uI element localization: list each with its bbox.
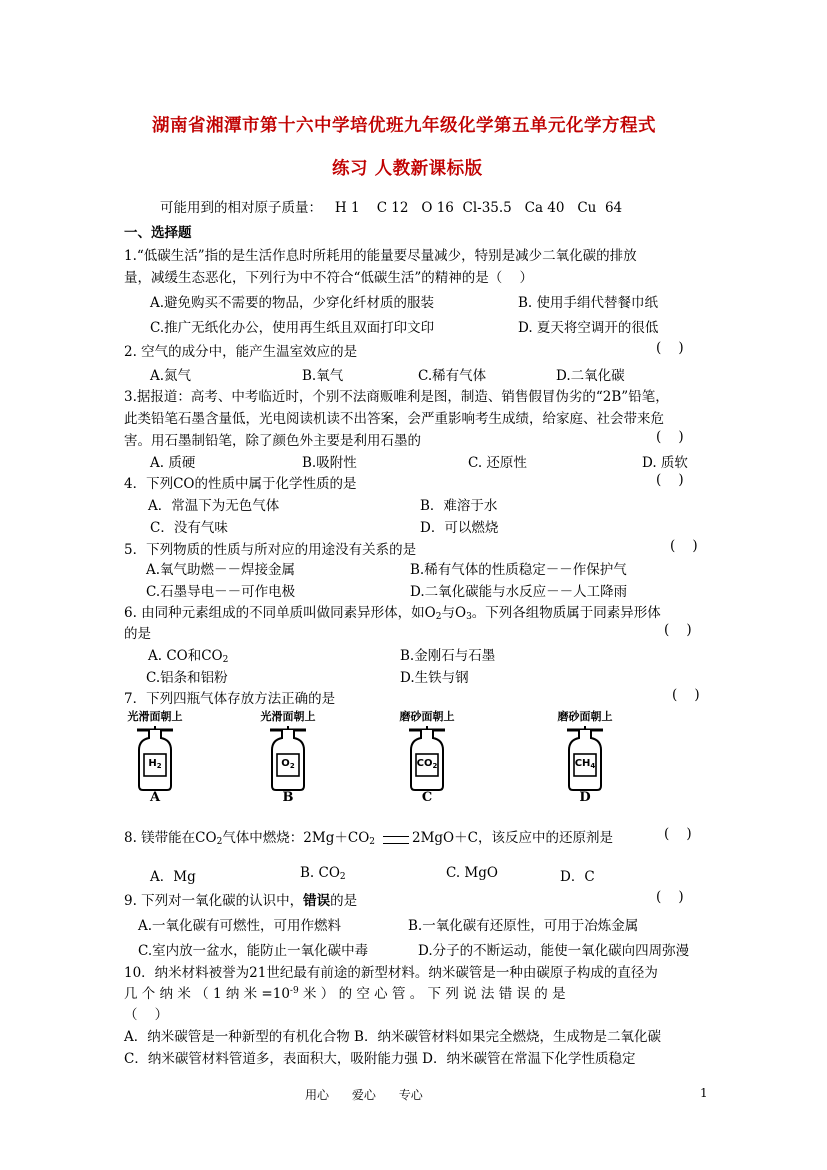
page-title-line1: 湖南省湘潭市第十六中学培优班九年级化学第五单元化学方程式 xyxy=(152,116,656,136)
q7-stem: 7．下列四瓶气体存放方法正确的是 xyxy=(124,691,336,707)
q6-option-c: C.铝条和铝粉 xyxy=(146,670,228,686)
q3-option-a: A. 质硬 xyxy=(150,455,196,471)
q8-answer-paren: ( ) xyxy=(664,826,692,842)
q8-stem-pre: 8. 镁带能在CO xyxy=(124,830,217,846)
q9-option-d: D.分子的不断运动，能使一氧化碳向四周弥漫 xyxy=(418,943,690,959)
q3-option-b: B.吸附性 xyxy=(302,455,357,471)
q1-stem-line1: 1.“低碳生活”指的是生活作息时所耗用的能量要尽量减少，特别是减少二氧化碳的排放 xyxy=(124,248,637,264)
q5-option-c: C.石墨导电－－可作电极 xyxy=(146,584,296,600)
q8-stem-post: 2MgO＋C，该反应中的还原剂是 xyxy=(412,830,613,846)
q8-stem xyxy=(124,826,613,847)
q8-co2-subscript: 2 xyxy=(216,837,223,847)
q9-option-c: C.室内放一盆水，能防止一氧化碳中毒 xyxy=(138,943,369,959)
q3-answer-paren: ( ) xyxy=(656,429,684,445)
page-footer-motto: 用心 爱心 专心 xyxy=(305,1088,423,1102)
q1-option-b: B. 使用手绢代替餐巾纸 xyxy=(518,295,659,311)
bottle-orientation-label: 光滑面朝上 xyxy=(260,710,316,723)
q4-option-d: D．可以燃烧 xyxy=(420,520,499,536)
bottle-orientation-label: 磨砂面朝上 xyxy=(557,710,613,723)
bottle-option-letter: C xyxy=(421,790,433,805)
q8-stem-mid: 气体中燃烧：2Mg＋CO xyxy=(222,830,370,846)
q6-o2-subscript: 2 xyxy=(435,612,442,622)
q9-answer-paren: ( ) xyxy=(656,889,684,905)
q6-option-b: B.金刚石与石墨 xyxy=(400,648,496,664)
q3-stem-line1: 3.据报道：高考、中考临近时，个别不法商贩唯利是图，制造、销售假冒伪劣的“2B”铅笔， xyxy=(124,389,669,405)
q7-answer-paren: ( ) xyxy=(672,687,700,703)
q10-exponent: -9 xyxy=(289,986,299,996)
q3-option-c: C. 还原性 xyxy=(468,455,527,471)
q10-options-cd: C．纳米碳管材料管道多，表面积大，吸附能力强 D．纳米碳管在常温下化学性质稳定 xyxy=(124,1051,636,1067)
bottle-orientation-label: 磨砂面朝上 xyxy=(399,710,455,723)
q9-stem-post: 的是 xyxy=(330,893,358,909)
page-number: 1 xyxy=(700,1086,708,1100)
q6-o3-subscript: 3 xyxy=(466,612,472,622)
atomic-mass-line: 可能用到的相对原子质量： H 1 C 12 O 16 Cl-35.5 Ca 40 Cu 64 xyxy=(160,200,623,216)
gas-bottle-b xyxy=(248,708,328,808)
q9-stem-pre: 9. 下列对一氧化碳的认识中， xyxy=(124,893,304,909)
q1-option-d: D. 夏天将空调开的很低 xyxy=(518,320,659,336)
q2-option-b: B.氧气 xyxy=(302,368,344,384)
bottle-gas-formula: $H_2$ xyxy=(148,758,162,770)
q6-stem-line2: 的是 xyxy=(124,626,151,642)
q9-stem-emphasis: 错误 xyxy=(303,893,331,909)
q9-stem xyxy=(124,889,357,909)
gas-bottle-d xyxy=(545,708,625,808)
q9-option-a: A.一氧化碳有可燃性，可用作燃料 xyxy=(138,918,342,934)
q8-equals-sign xyxy=(383,836,409,844)
q6-option-a xyxy=(148,644,228,665)
q5-option-b: B.稀有气体的性质稳定－－作保护气 xyxy=(410,562,627,578)
q3-stem-line3: 害。用石墨制铅笔，除了颜色外主要是利用石墨的 xyxy=(124,433,421,449)
q8-option-b xyxy=(300,865,346,882)
q9-option-b: B.一氧化碳有还原性，可用于冶炼金属 xyxy=(408,918,639,934)
q4-option-c: C．没有气味 xyxy=(150,520,228,536)
bottle-option-letter: B xyxy=(282,790,294,805)
q3-option-d: D. 质软 xyxy=(642,455,688,471)
q6-stem-mid: 与O xyxy=(441,605,467,621)
q1-option-c: C.推广无纸化办公，使用再生纸且双面打印文印 xyxy=(150,320,435,336)
q4-stem: 4．下列CO的性质中属于化学性质的是 xyxy=(124,476,357,492)
page-title-line2: 练习 人教新课标版 xyxy=(332,159,483,179)
gas-bottle-a xyxy=(115,708,195,808)
q2-stem: 2. 空气的成分中，能产生温室效应的是 xyxy=(124,344,358,360)
q1-stem-line2: 量，减缓生态恶化，下列行为中不符合“低碳生活”的精神的是（ ） xyxy=(124,270,533,286)
q4-option-b: B．难溶于水 xyxy=(420,498,498,514)
q2-option-c: C.稀有气体 xyxy=(418,368,487,384)
q8-option-a: A．Mg xyxy=(150,869,196,885)
q4-answer-paren: ( ) xyxy=(656,472,684,488)
bottle-option-letter: D xyxy=(579,790,591,805)
q3-stem-line2: 此类铅笔石墨含量低，光电阅读机读不出答案，会严重影响考生成绩，给家庭、社会带来危 xyxy=(124,411,664,427)
q10-options-ab: A．纳米碳管是一种新型的有机化合物 B．纳米碳管材料如果完全燃烧，生成物是二氧化碳 xyxy=(124,1029,661,1045)
q8-co2-subscript-2: 2 xyxy=(369,837,375,847)
q2-option-d: D.二氧化碳 xyxy=(556,368,625,384)
q6-stem-line1 xyxy=(124,601,661,622)
q10-stem-line1: 10．纳米材料被誉为21世纪最有前途的新型材料。纳米碳管是一种由碳原子构成的直径为 xyxy=(124,965,658,981)
bottle-gas-formula: $O_2$ xyxy=(281,758,295,770)
q10-answer-paren: （ ） xyxy=(124,1007,169,1023)
q2-answer-paren: ( ) xyxy=(656,340,684,356)
q4-option-a: A．常温下为无色气体 xyxy=(148,498,280,514)
q10-stem-line2-pre: 几 个 纳 米 （ 1 纳 米 =10 xyxy=(124,986,290,1002)
bottle-gas-formula: $CO_2$ xyxy=(416,758,438,770)
q5-option-a: A.氧气助燃－－焊接金属 xyxy=(146,562,296,578)
q5-option-d: D.二氧化碳能与水反应－－人工降雨 xyxy=(410,584,628,600)
q6-stem-pre: 6. 由同种元素组成的不同单质叫做同素异形体，如O xyxy=(124,605,436,621)
q8-option-b-text: B. CO xyxy=(300,865,340,881)
q6-answer-paren: ( ) xyxy=(664,622,692,638)
section-heading: 一、选择题 xyxy=(124,225,192,241)
q8-option-c: C. MgO xyxy=(446,865,498,881)
q1-option-a: A.避免购买不需要的物品，少穿化纤材质的服装 xyxy=(150,295,435,311)
q10-stem-line2 xyxy=(124,982,566,1002)
bottle-option-letter: A xyxy=(149,790,161,805)
q5-answer-paren: ( ) xyxy=(670,538,698,554)
bottle-orientation-label: 光滑面朝上 xyxy=(127,710,183,723)
q10-stem-line2-post: 米 ） 的 空 心 管 。 下 列 说 法 错 误 的 是 xyxy=(298,986,566,1002)
q5-stem: 5．下列物质的性质与所对应的用途没有关系的是 xyxy=(124,542,417,558)
bottle-gas-formula: $CH_4$ xyxy=(574,758,596,770)
gas-bottle-c xyxy=(387,708,467,808)
q6-stem-post: 。下列各组物质属于同素异形体 xyxy=(471,605,661,621)
q2-option-a: A.氮气 xyxy=(150,368,192,384)
q6-option-a-subscript: 2 xyxy=(222,655,229,665)
q6-option-d: D.生铁与钢 xyxy=(400,670,469,686)
q6-option-a-text: A. CO和CO xyxy=(148,648,223,664)
q8-option-d: D．C xyxy=(560,869,595,885)
q8-option-b-subscript: 2 xyxy=(339,872,346,882)
